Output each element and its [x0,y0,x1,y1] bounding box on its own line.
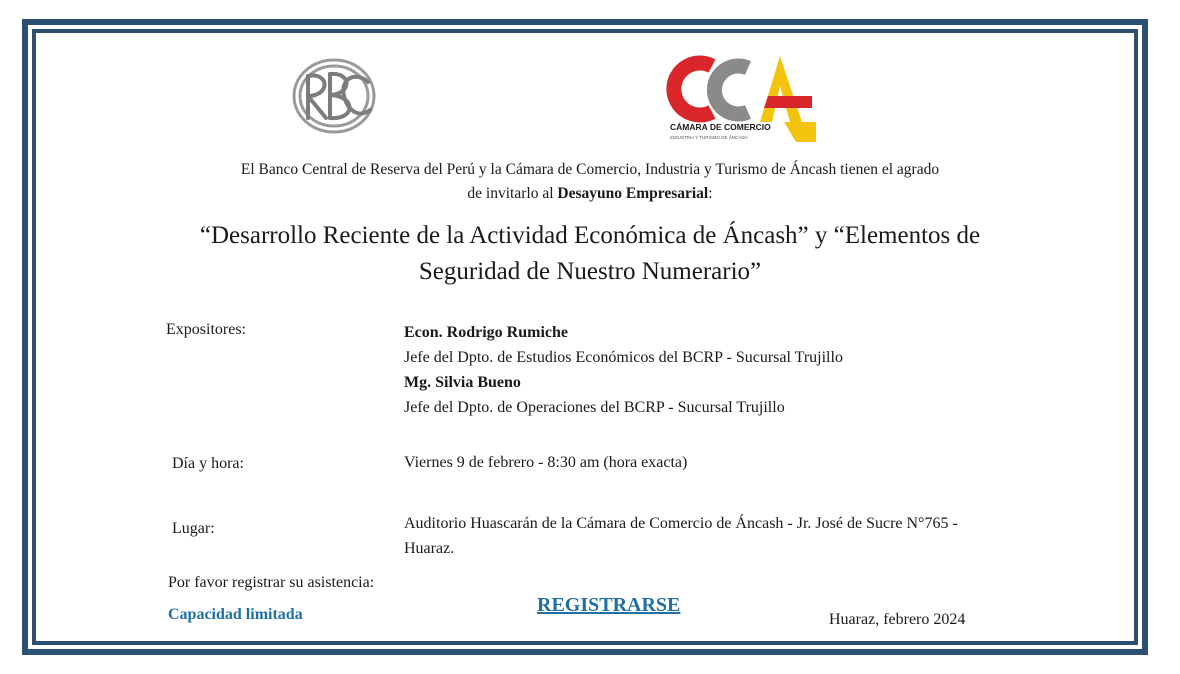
event-title [80,218,1100,290]
event-name: Desayuno Empresarial [557,185,709,202]
title-line-2: Seguridad de Nuestro Numerario” [418,258,762,285]
speaker-name: Mg. Silvia Bueno [404,374,521,391]
place-value [404,511,1104,561]
intro-prefix: de invitarlo al [467,185,558,202]
place-line-2: Huaraz. [404,540,455,557]
camara-de-comercio-logo [664,46,816,142]
datetime-value: Viernes 9 de febrero - 8:30 am (hora exacta) [404,454,688,471]
title-line-1: “Desarrollo Reciente de la Actividad Económica de Áncash” y “Elementos de [199,222,981,249]
speaker-name: Econ. Rodrigo Rumiche [404,324,568,341]
capacity-notice: Capacidad limitada [168,606,303,623]
place-date-line: Huaraz, febrero 2024 [829,611,966,628]
intro-line-1: El Banco Central de Reserva del Perú y la Cámara de Comercio, Industria y Turismo de Áncash tienen el agrado [240,161,940,178]
speakers-label: Expositores: [166,321,246,338]
datetime-label: Día y hora: [172,455,244,472]
registration-note: Por favor registrar su asistencia: [168,574,375,591]
bcrp-monogram-logo [286,52,382,140]
cca-logo-subtext: INDUSTRIA Y TURISMO DE ÁNCASH [670,135,748,140]
intro-line-2 [100,182,1080,206]
register-link[interactable]: REGISTRARSE [537,594,681,616]
speakers-list [404,320,1104,420]
place-line-1: Auditorio Huascarán de la Cámara de Comercio de Áncash - Jr. José de Sucre N°765 - [404,515,958,532]
place-label: Lugar: [172,520,215,537]
speaker-role: Jefe del Dpto. de Operaciones del BCRP - Sucursal Trujillo [404,399,785,416]
speaker-role: Jefe del Dpto. de Estudios Económicos del BCRP - Sucursal Trujillo [404,349,843,366]
cca-logo-text: CÁMARA DE COMERCIO [670,122,771,132]
invitation-intro [100,158,1080,206]
intro-suffix: : [708,185,713,202]
